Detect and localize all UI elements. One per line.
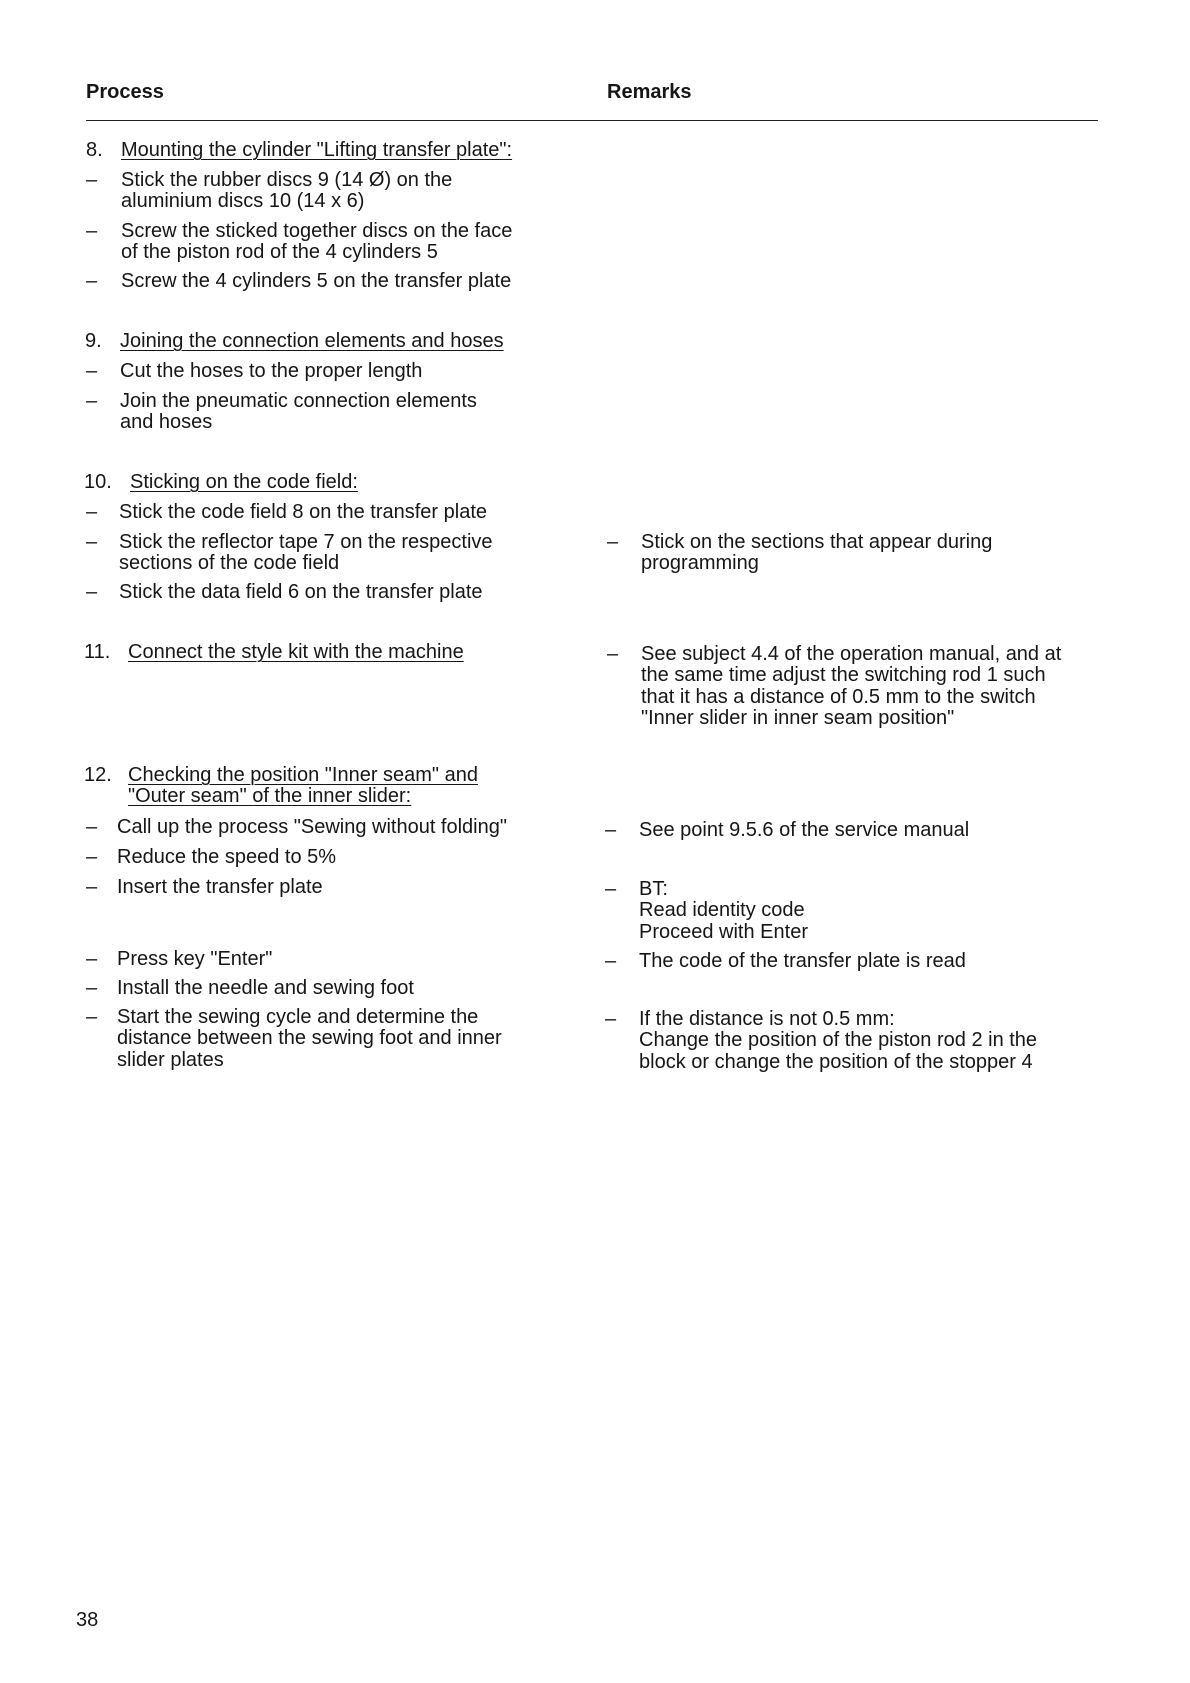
remark-text: programming: [641, 552, 759, 574]
bullet-dash: –: [86, 360, 98, 382]
step-text: Press key "Enter": [117, 948, 273, 970]
section-number: 12.: [84, 764, 112, 786]
remark-text: Proceed with Enter: [639, 921, 808, 943]
page-number: 38: [76, 1609, 99, 1631]
step-text: sections of the code field: [119, 552, 340, 574]
step-text: Screw the sticked together discs on the face: [121, 220, 513, 242]
bullet-dash: –: [86, 531, 98, 553]
section-number: 10.: [84, 471, 112, 493]
step-text: Call up the process "Sewing without folding": [117, 816, 507, 838]
remark-text: Stick on the sections that appear during: [641, 531, 993, 553]
remark-text: the same time adjust the switching rod 1 such: [641, 664, 1046, 686]
step-text: slider plates: [117, 1049, 224, 1071]
step-text: aluminium discs 10 (14 x 6): [121, 190, 365, 212]
bullet-dash: –: [605, 878, 617, 900]
bullet-dash: –: [86, 581, 98, 603]
bullet-dash: –: [86, 948, 98, 970]
section-number: 9.: [85, 330, 102, 352]
bullet-dash: –: [605, 819, 617, 841]
step-text: Cut the hoses to the proper length: [120, 360, 423, 382]
step-text: Reduce the speed to 5%: [117, 846, 337, 868]
section-title: Joining the connection elements and hoses: [120, 330, 504, 352]
section-title: Checking the position "Inner seam" and: [128, 764, 478, 786]
step-text: Screw the 4 cylinders 5 on the transfer plate: [121, 270, 512, 292]
step-text: Start the sewing cycle and determine the: [117, 1006, 479, 1028]
step-text: distance between the sewing foot and inner: [117, 1027, 502, 1049]
step-text: Stick the reflector tape 7 on the respective: [119, 531, 493, 553]
process-column-header: Process: [86, 81, 164, 103]
step-text: Install the needle and sewing foot: [117, 977, 414, 999]
bullet-dash: –: [86, 220, 98, 242]
bullet-dash: –: [607, 531, 619, 553]
bullet-dash: –: [86, 1006, 98, 1028]
step-text: of the piston rod of the 4 cylinders 5: [121, 241, 438, 263]
bullet-dash: –: [86, 270, 98, 292]
bullet-dash: –: [605, 1008, 617, 1030]
section-title: Sticking on the code field:: [130, 471, 358, 493]
bullet-dash: –: [86, 816, 98, 838]
step-text: Stick the data field 6 on the transfer plate: [119, 581, 483, 603]
remark-text: "Inner slider in inner seam position": [641, 707, 955, 729]
remark-text: See subject 4.4 of the operation manual, and at: [641, 643, 1062, 665]
bullet-dash: –: [86, 169, 98, 191]
section-number: 8.: [86, 139, 103, 161]
remark-text: block or change the position of the stopper 4: [639, 1051, 1033, 1073]
section-title: Mounting the cylinder "Lifting transfer plate":: [121, 139, 513, 161]
remark-text: Change the position of the piston rod 2 in the: [639, 1029, 1038, 1051]
bullet-dash: –: [86, 846, 98, 868]
remark-text: The code of the transfer plate is read: [639, 950, 966, 972]
section-title: Connect the style kit with the machine: [128, 641, 464, 663]
step-text: Insert the transfer plate: [117, 876, 323, 898]
remark-text: Read identity code: [639, 899, 805, 921]
remarks-column-header: Remarks: [607, 81, 692, 103]
bullet-dash: –: [605, 950, 617, 972]
bullet-dash: –: [86, 977, 98, 999]
section-title: "Outer seam" of the inner slider:: [128, 785, 412, 807]
header-divider: [86, 120, 1098, 121]
remark-text: BT:: [639, 878, 668, 900]
remark-text: If the distance is not 0.5 mm:: [639, 1008, 895, 1030]
remark-text: See point 9.5.6 of the service manual: [639, 819, 970, 841]
step-text: Join the pneumatic connection elements: [120, 390, 477, 412]
remark-text: that it has a distance of 0.5 mm to the switch: [641, 686, 1036, 708]
bullet-dash: –: [86, 876, 98, 898]
step-text: Stick the code field 8 on the transfer plate: [119, 501, 487, 523]
bullet-dash: –: [607, 643, 619, 665]
step-text: Stick the rubber discs 9 (14 Ø) on the: [121, 169, 453, 191]
bullet-dash: –: [86, 390, 98, 412]
section-number: 11.: [84, 641, 111, 663]
step-text: and hoses: [120, 411, 213, 433]
bullet-dash: –: [86, 501, 98, 523]
